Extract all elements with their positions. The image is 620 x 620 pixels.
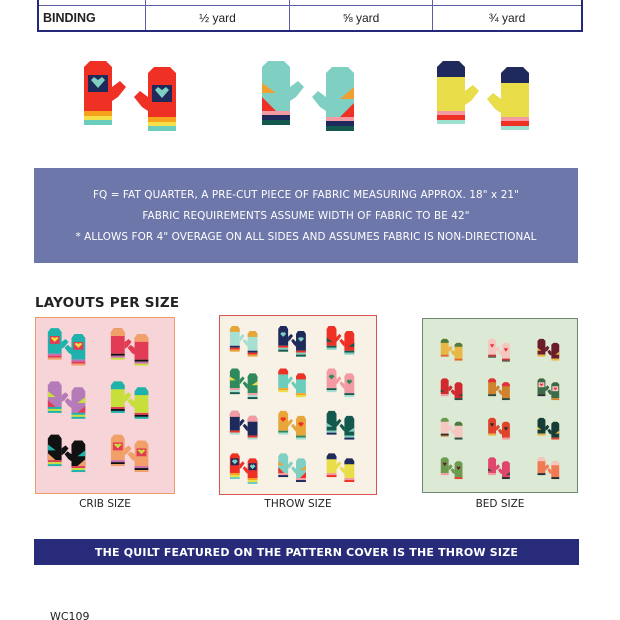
tip-mitten-illustration — [433, 55, 543, 135]
binding-throw-value: ⅝ yard — [290, 6, 433, 30]
info-overage-note: * ALLOWS FOR 4" OVERAGE ON ALL SIDES AND ASSUMES FABRIC IS NON-DIRECTIONAL — [75, 230, 537, 243]
angle-mitten-illustration — [258, 55, 368, 135]
table-row-binding — [39, 6, 581, 30]
mitten-angle-icon — [258, 55, 368, 135]
fabric-info-box — [34, 168, 578, 263]
binding-bed-value: ¾ yard — [488, 11, 526, 25]
mitten-heart-icon — [80, 55, 190, 135]
row-label-binding: BINDING — [39, 6, 146, 30]
bed-size-label: BED SIZE — [475, 498, 525, 510]
heart-mitten-illustration — [80, 55, 190, 135]
layouts-title: LAYOUTS PER SIZE — [35, 295, 180, 311]
pattern-code: WC109 — [50, 610, 90, 620]
crib-size-label: CRIB SIZE — [79, 498, 131, 510]
info-fabric-width: FABRIC REQUIREMENTS ASSUME WIDTH OF FABRIC TO BE 42" — [142, 209, 470, 222]
throw-size-banner — [34, 539, 579, 565]
fabric-requirements-table — [37, 0, 583, 32]
info-fat-quarter: FQ = FAT QUARTER, A PRE-CUT PIECE OF FABRIC MEASURING APPROX. 18" x 21" — [92, 188, 520, 201]
throw-quilt-layout — [219, 315, 377, 495]
binding-crib-value: ½ yard — [146, 6, 290, 30]
banner-text: THE QUILT FEATURED ON THE PATTERN COVER IS THE THROW SIZE — [94, 545, 519, 559]
throw-quilt-image — [220, 316, 376, 494]
bed-quilt-image — [423, 319, 577, 492]
crib-quilt-image — [36, 318, 174, 493]
crib-quilt-layout — [35, 317, 175, 494]
bed-quilt-layout — [422, 318, 578, 493]
mitten-tip-icon — [433, 55, 543, 135]
throw-size-label: THROW SIZE — [264, 498, 332, 510]
